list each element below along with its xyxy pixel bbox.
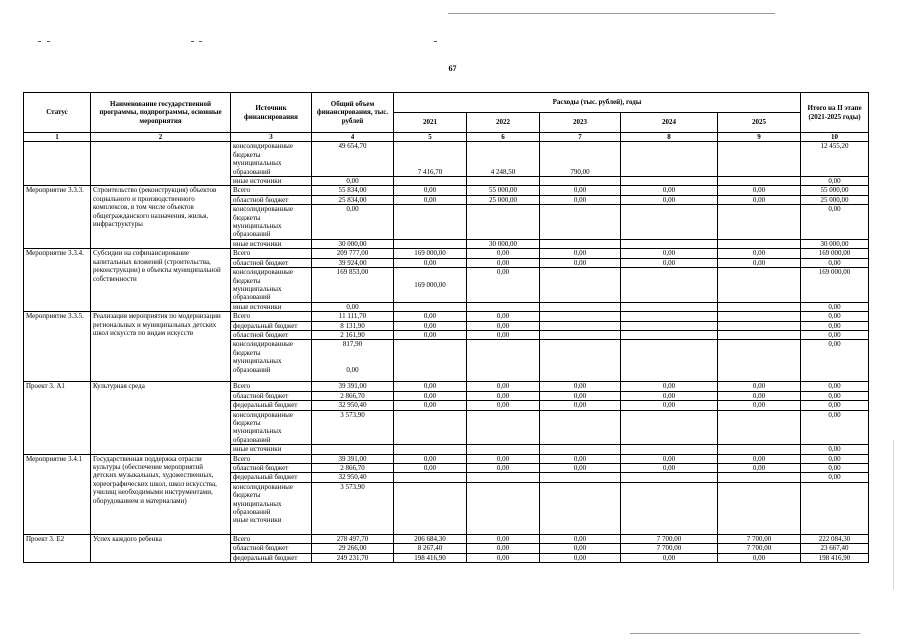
year-cell — [718, 473, 801, 482]
name-cell: Культурная среда — [91, 382, 231, 454]
year-cell: 0,00 — [718, 258, 801, 267]
source-cell: консолидированные бюджеты муниципальных образований — [231, 268, 312, 303]
year-cell — [540, 177, 621, 186]
scan-bottom-line — [630, 633, 860, 634]
year-cell: 0,00 — [718, 186, 801, 195]
year-cell: 0,00 — [467, 544, 540, 553]
stage-total-cell: 0,00 — [801, 454, 869, 463]
column-number: 8 — [621, 133, 718, 142]
year-cell: 0,00 — [467, 312, 540, 321]
status-cell: Проект 3. Е2 — [24, 534, 91, 562]
name-cell: Реализация мероприятия по модернизации региональных и муниципальных детских школ искусств по видам искусств — [91, 312, 231, 382]
stage-total-cell: 25 000,00 — [801, 195, 869, 204]
stage-total-cell: 0,00 — [801, 445, 869, 454]
stage-total-cell: 0,00 — [801, 410, 869, 445]
source-cell: областной бюджет — [231, 544, 312, 553]
source-cell: областной бюджет — [231, 195, 312, 204]
year-cell: 0,00 — [718, 382, 801, 391]
year-cell: 0,00 — [540, 544, 621, 553]
scan-mark — [47, 41, 50, 42]
stage-total-cell: 0,00 — [801, 401, 869, 410]
year-cell — [621, 239, 718, 248]
year-cell: 0,00 — [718, 454, 801, 463]
column-number: 10 — [801, 133, 869, 142]
total-cell — [312, 445, 394, 454]
source-cell: Всего — [231, 454, 312, 463]
year-cell — [718, 142, 801, 177]
total-cell: 39 924,00 — [312, 258, 394, 267]
stage-total-cell: 30 000,00 — [801, 239, 869, 248]
year-cell: 0,00 — [621, 258, 718, 267]
year-cell — [394, 239, 467, 248]
status-cell: Мероприятие 3.4.1 — [24, 454, 91, 534]
stage-total-cell: 0,00 — [801, 258, 869, 267]
stage-total-cell: 0,00 — [801, 340, 869, 382]
year-cell — [394, 205, 467, 240]
header-name: Наименование государственной программы, подпрограммы, основные мероприятия — [91, 93, 231, 133]
status-cell: Мероприятие 3.3.5. — [24, 312, 91, 382]
total-cell: 39 391,00 — [312, 454, 394, 463]
total-cell: 32 950,40 — [312, 473, 394, 482]
source-cell: Всего — [231, 249, 312, 258]
year-cell — [718, 340, 801, 382]
stage-total-cell: 0,00 — [801, 177, 869, 186]
year-cell: 0,00 — [467, 464, 540, 473]
name-cell: Успех каждого ребенка — [91, 534, 231, 562]
header-total: Общий объем финансирования, тыс. рублей — [312, 93, 394, 133]
stage-total-cell: 0,00 — [801, 330, 869, 339]
year-cell: 0,00 — [540, 534, 621, 543]
year-cell — [621, 142, 718, 177]
year-cell — [621, 302, 718, 311]
scan-mark — [199, 41, 202, 42]
source-cell: областной бюджет — [231, 464, 312, 473]
scan-top-line — [448, 13, 775, 14]
source-inye: иные источники — [233, 516, 282, 525]
stage-total-cell: 0,00 — [801, 321, 869, 330]
total-cell: 8 131,90 — [312, 321, 394, 330]
year-cell: 0,00 — [718, 464, 801, 473]
scan-mark — [38, 41, 41, 42]
year-cell — [394, 177, 467, 186]
stage-total-cell — [801, 482, 869, 534]
total-cell: 39 391,00 — [312, 382, 394, 391]
source-cell: федеральный бюджет — [231, 473, 312, 482]
year-cell — [394, 410, 467, 445]
year-cell: 0,00 — [467, 401, 540, 410]
budget-table — [23, 92, 869, 563]
year-cell: 25 000,00 — [467, 195, 540, 204]
year-cell — [540, 268, 621, 303]
stage-total-cell: 169 000,00 — [801, 249, 869, 258]
year-cell: 0,00 — [718, 195, 801, 204]
year-cell — [540, 473, 621, 482]
total-cell: 29 266,00 — [312, 544, 394, 553]
year-cell — [621, 473, 718, 482]
year-cell: 8 267,40 — [394, 544, 467, 553]
header-year: 2022 — [467, 113, 540, 133]
year-cell: 0,00 — [467, 258, 540, 267]
total-cell: 2 866,70 — [312, 391, 394, 400]
total-cell: 278 497,70 — [312, 534, 394, 543]
column-number: 2 — [91, 133, 231, 142]
year-cell — [467, 177, 540, 186]
total-cell: 25 834,00 — [312, 195, 394, 204]
year-cell: 0,00 — [394, 186, 467, 195]
year-cell: 0,00 — [467, 382, 540, 391]
year-cell — [540, 205, 621, 240]
year-cell: 0,00 — [467, 249, 540, 258]
stage-total-cell: 23 667,40 — [801, 544, 869, 553]
header-status: Статус — [24, 93, 91, 133]
status-cell — [24, 142, 91, 186]
year-cell — [718, 330, 801, 339]
total-cell: 32 950,40 — [312, 401, 394, 410]
year-cell — [467, 410, 540, 445]
year-cell — [621, 321, 718, 330]
header-year: 2024 — [621, 113, 718, 133]
year-cell — [621, 410, 718, 445]
year-cell — [621, 330, 718, 339]
year-cell — [718, 177, 801, 186]
source-cell: Всего — [231, 312, 312, 321]
stage-total-cell: 198 416,90 — [801, 553, 869, 562]
stage-total-cell: 55 000,00 — [801, 186, 869, 195]
status-cell: Проект 3. А1 — [24, 382, 91, 454]
total-cell: 49 654,70 — [312, 142, 394, 177]
year-cell — [621, 177, 718, 186]
stage-total-cell: 0,00 — [801, 302, 869, 311]
total-cell: 2 161,90 — [312, 330, 394, 339]
table-header-row — [24, 93, 869, 113]
source-cell: иные источники — [231, 239, 312, 248]
year-cell — [718, 410, 801, 445]
year-cell — [718, 321, 801, 330]
scan-mark — [434, 41, 437, 42]
year-cell: 0,00 — [621, 195, 718, 204]
year-cell: 4 248,50 — [467, 142, 540, 177]
year-cell: 790,00 — [540, 142, 621, 177]
total-cell: 0,00 — [312, 177, 394, 186]
year-cell — [718, 205, 801, 240]
table-row — [24, 142, 869, 177]
source-cell: федеральный бюджет — [231, 321, 312, 330]
table-row — [24, 186, 869, 195]
year-cell: 0,00 — [540, 401, 621, 410]
total-cell: 11 111,70 — [312, 312, 394, 321]
year-cell: 0,00 — [394, 258, 467, 267]
name-cell: Субсидии на софинансирование капитальных вложений (строительства, реконструкции) в объекты муниципальной собственности — [91, 249, 231, 312]
year-cell — [467, 340, 540, 382]
year-cell: 0,00 — [467, 330, 540, 339]
year-cell — [394, 445, 467, 454]
source-cell: иные источники — [231, 302, 312, 311]
year-cell: 0,00 — [540, 464, 621, 473]
column-number: 3 — [231, 133, 312, 142]
year-cell: 0,00 — [467, 321, 540, 330]
year-cell: 7 700,00 — [621, 544, 718, 553]
stage-total-cell: 0,00 — [801, 382, 869, 391]
header-year: 2023 — [540, 113, 621, 133]
year-cell: 7 700,00 — [621, 534, 718, 543]
total-cell: 0,00 — [312, 205, 394, 240]
total-cell: 3 573,90 — [312, 410, 394, 445]
year-cell — [718, 445, 801, 454]
source-konsol: консолидированные бюджеты муниципальных образований — [233, 482, 293, 517]
source-cell: консолидированные бюджеты муниципальных образований — [231, 410, 312, 445]
scan-edge-line — [893, 440, 894, 590]
year-cell: 30 000,00 — [467, 239, 540, 248]
stage-total-cell: 222 084,30 — [801, 534, 869, 543]
year-cell: 0,00 — [394, 330, 467, 339]
source-cell: Всего — [231, 534, 312, 543]
year-cell: 0,00 — [718, 401, 801, 410]
header-year: 2025 — [718, 113, 801, 133]
source-cell: консолидированные бюджеты муниципальных образований — [231, 142, 312, 177]
status-cell: Мероприятие 3.3.4. — [24, 249, 91, 312]
stage-total-cell: 0,00 — [801, 464, 869, 473]
column-number: 4 — [312, 133, 394, 142]
year-cell: 7 700,00 — [718, 534, 801, 543]
column-number: 9 — [718, 133, 801, 142]
year-cell: 0,00 — [394, 401, 467, 410]
year-cell: 0,00 — [540, 249, 621, 258]
source-cell: областной бюджет — [231, 330, 312, 339]
table-row — [24, 249, 869, 258]
total-cell: 209 777,00 — [312, 249, 394, 258]
year-cell — [621, 445, 718, 454]
column-number: 7 — [540, 133, 621, 142]
year-cell: 0,00 — [467, 534, 540, 543]
year-cell — [540, 410, 621, 445]
year-cell — [540, 340, 621, 382]
name-cell — [91, 142, 231, 186]
year-cell — [467, 445, 540, 454]
header-expenses: Расходы (тыс. рублей), годы — [394, 93, 801, 113]
year-cell: 0,00 — [394, 464, 467, 473]
status-cell: Мероприятие 3.3.3. — [24, 186, 91, 249]
year-cell — [621, 312, 718, 321]
stage-total-cell: 0,00 — [801, 391, 869, 400]
total-cell: 3 573,90 — [312, 482, 394, 534]
source-cell: Всего — [231, 382, 312, 391]
year-cell — [540, 302, 621, 311]
stage-total-cell: 0,00 — [801, 473, 869, 482]
table-row — [24, 534, 869, 543]
total-cell: 249 231,70 — [312, 553, 394, 562]
year-cell: 0,00 — [394, 321, 467, 330]
source-cell: областной бюджет — [231, 391, 312, 400]
year-cell — [394, 482, 467, 534]
total-value: 817,90 — [342, 340, 363, 349]
year-cell: 0,00 — [621, 249, 718, 258]
source-cell: консолидированные бюджеты муниципальных образований — [231, 205, 312, 240]
year-cell: 0,00 — [621, 382, 718, 391]
year-cell — [394, 473, 467, 482]
year-cell — [540, 482, 621, 534]
year-cell — [540, 321, 621, 330]
total-cell: 2 866,70 — [312, 464, 394, 473]
year-cell: 0,00 — [621, 454, 718, 463]
source-cell: областной бюджет — [231, 258, 312, 267]
header-source: Источник финансирования — [231, 93, 312, 133]
stage-total-cell: 169 000,00 — [801, 268, 869, 303]
year-cell: 0,00 — [540, 382, 621, 391]
year-cell — [394, 340, 467, 382]
table-row — [24, 382, 869, 391]
year-cell — [540, 312, 621, 321]
year-cell: 198 416,90 — [394, 553, 467, 562]
year-cell — [467, 482, 540, 534]
year-cell — [540, 445, 621, 454]
year-cell — [621, 482, 718, 534]
source-cell: консолидированные бюджеты муниципальных образований — [231, 340, 312, 382]
year-cell: 0,00 — [394, 312, 467, 321]
stage-total-cell: 0,00 — [801, 205, 869, 240]
year-cell: 7 700,00 — [718, 544, 801, 553]
year-cell: 0,00 — [621, 553, 718, 562]
year-cell — [540, 330, 621, 339]
year-cell — [467, 302, 540, 311]
name-cell: Государственная поддержка отрасли культуры (обеспечение мероприятий детских музыкальных, художественных, хореографических школ, школ искусства, училищ необходимыми инструментами, оборудованием и материалами) — [91, 454, 231, 534]
year-cell — [718, 312, 801, 321]
total-cell: 30 000,00 — [312, 239, 394, 248]
year-cell: 0,00 — [718, 249, 801, 258]
year-cell: 206 684,30 — [394, 534, 467, 543]
year-cell — [394, 302, 467, 311]
year-cell: 0,00 — [467, 454, 540, 463]
year-cell: 7 416,70 — [394, 142, 467, 177]
year-cell: 0,00 — [540, 553, 621, 562]
year-cell: 55 000,00 — [467, 186, 540, 195]
source-cell: федеральный бюджет — [231, 553, 312, 562]
column-number: 5 — [394, 133, 467, 142]
table-row — [24, 454, 869, 463]
header-year: 2021 — [394, 113, 467, 133]
year-cell: 0,00 — [394, 195, 467, 204]
year-cell — [467, 205, 540, 240]
year-cell: 0,00 — [540, 195, 621, 204]
year-cell: 0,00 — [394, 391, 467, 400]
year-cell: 0,00 — [467, 268, 540, 303]
year-cell: 169 000,00 — [394, 249, 467, 258]
year-cell — [718, 482, 801, 534]
year-cell: 0,00 — [718, 553, 801, 562]
source-cell: Всего — [231, 186, 312, 195]
total-cell: 0,00 — [312, 302, 394, 311]
year-cell — [621, 205, 718, 240]
total-cell: 169 853,00 — [312, 268, 394, 303]
year-cell: 0,00 — [540, 258, 621, 267]
total-cell: 55 834,00 — [312, 186, 394, 195]
year-cell: 169 000,00 — [394, 268, 467, 303]
year-cell: 0,00 — [394, 382, 467, 391]
year-cell: 0,00 — [718, 391, 801, 400]
year-cell: 0,00 — [394, 454, 467, 463]
table-row — [24, 312, 869, 321]
year-cell — [467, 473, 540, 482]
year-cell: 0,00 — [467, 553, 540, 562]
year-cell: 0,00 — [621, 186, 718, 195]
year-cell: 0,00 — [621, 464, 718, 473]
source-cell: федеральный бюджет — [231, 401, 312, 410]
total-bottom-value: 0,00 — [346, 365, 359, 374]
year-cell: 0,00 — [467, 391, 540, 400]
column-number: 6 — [467, 133, 540, 142]
year-cell — [621, 268, 718, 303]
source-cell — [231, 482, 312, 534]
source-cell: иные источники — [231, 177, 312, 186]
year-cell: 0,00 — [621, 391, 718, 400]
year-cell: 0,00 — [540, 186, 621, 195]
total-cell — [312, 340, 394, 382]
year-cell: 0,00 — [621, 401, 718, 410]
stage-total-cell: 0,00 — [801, 312, 869, 321]
stage-total-cell: 12 455,20 — [801, 142, 869, 177]
year-cell: 0,00 — [540, 454, 621, 463]
year-cell — [621, 340, 718, 382]
year-cell — [718, 302, 801, 311]
page-number: 67 — [448, 64, 457, 73]
year-cell — [718, 239, 801, 248]
column-number-row — [24, 133, 869, 142]
header-stage-total: Итого на II этапе (2021-2025 годы) — [801, 93, 869, 133]
source-cell: иные источники — [231, 445, 312, 454]
year-cell: 0,00 — [540, 391, 621, 400]
year-cell — [718, 268, 801, 303]
year-cell — [540, 239, 621, 248]
scan-mark — [191, 41, 194, 42]
column-number: 1 — [24, 133, 91, 142]
name-cell: Строительство (реконструкция) объектов социального и производственного комплексов, в том числе объектов общегражданского назначения, жилья, инфраструктуры — [91, 186, 231, 249]
